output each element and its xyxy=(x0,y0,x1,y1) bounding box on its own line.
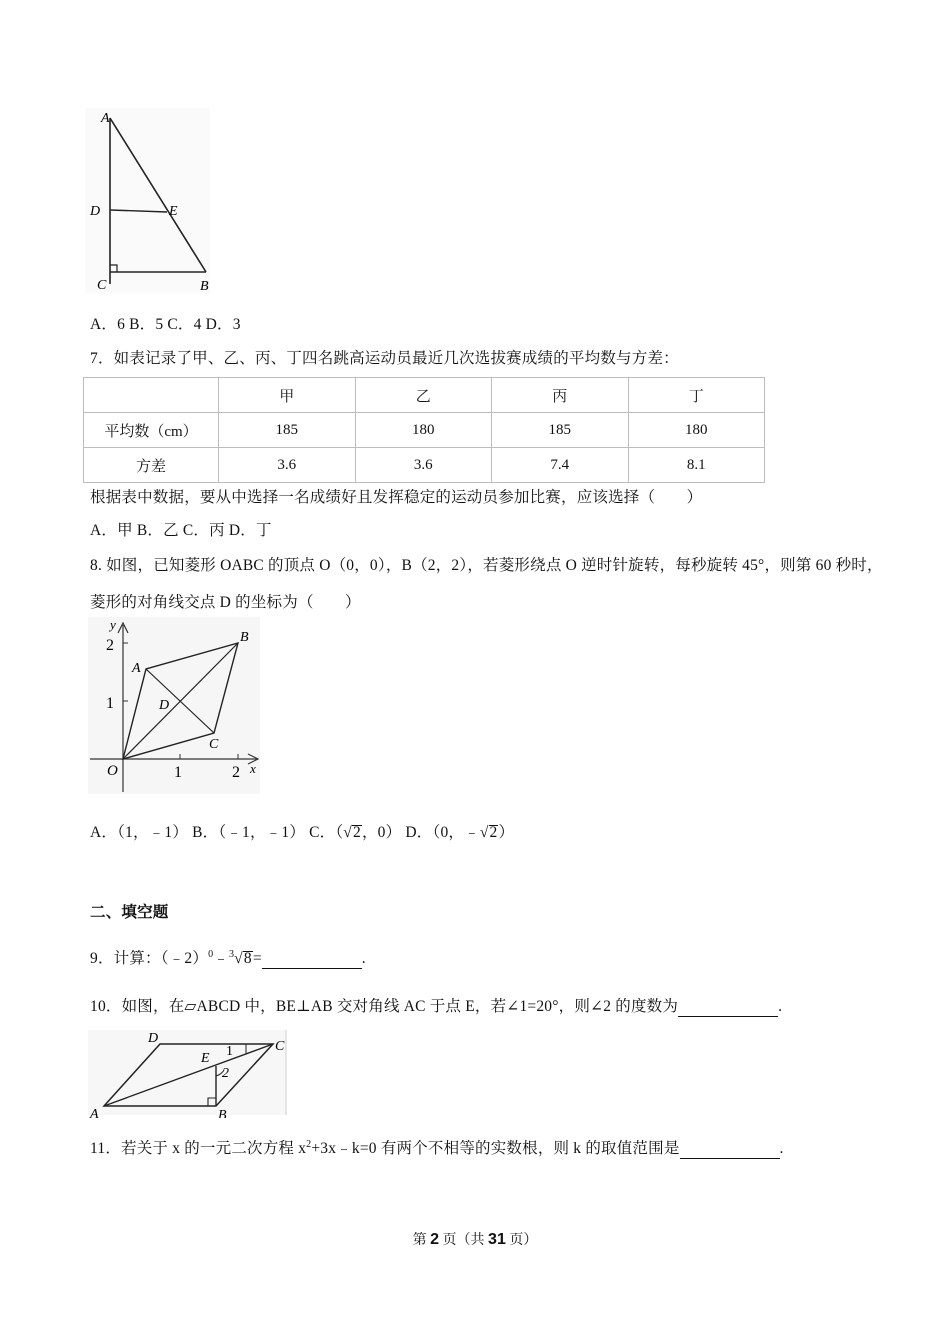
q6-options: A．6 B．5 C．4 D．3 xyxy=(90,316,241,333)
axis-x-label: x xyxy=(250,761,256,776)
q9-root-index: 3 xyxy=(228,948,235,960)
label-b: B xyxy=(200,279,209,294)
q9-line xyxy=(90,946,366,969)
table-cell: 185 xyxy=(219,413,356,448)
q8-option-a: A．（1，﹣1） xyxy=(90,824,189,841)
q9-end: . xyxy=(361,950,366,967)
q10-end: . xyxy=(778,998,783,1015)
table-cell: 7.4 xyxy=(492,448,629,483)
q10-parallelogram-figure xyxy=(88,1030,293,1118)
label-b: B xyxy=(240,630,249,645)
q8-option-d xyxy=(405,824,514,841)
label-e: E xyxy=(169,204,178,219)
label-angle-2: 2 xyxy=(222,1066,229,1081)
table-cell: 丙 xyxy=(492,378,629,413)
x-tick-label: 1 xyxy=(174,764,182,781)
table-cell: 8.1 xyxy=(628,448,765,483)
table-cell: 3.6 xyxy=(219,448,356,483)
section-title: 二、填空题 xyxy=(90,904,169,921)
q8-stem-line2: 菱形的对角线交点 D 的坐标为（ ） xyxy=(90,594,361,611)
label-a: A xyxy=(90,1107,99,1118)
label-c: C xyxy=(275,1039,285,1054)
q11-answer-blank[interactable] xyxy=(680,1140,780,1159)
q10-answer-blank[interactable] xyxy=(678,998,778,1017)
q7-score-table xyxy=(83,377,765,483)
label-d: D xyxy=(148,1031,159,1046)
table-cell: 185 xyxy=(492,413,629,448)
q10-line xyxy=(90,994,782,1017)
q9-radicand: 8 xyxy=(243,950,252,967)
q8-option-b: B．（﹣1，﹣1） xyxy=(192,824,306,841)
sqrt-sign-icon: √ xyxy=(234,950,243,967)
y-tick-label: 1 xyxy=(106,695,114,712)
q8-option-c xyxy=(309,824,401,841)
footer-page-number: 2 xyxy=(430,1231,440,1248)
q7-question: 根据表中数据，要从中选择一名成绩好且发挥稳定的运动员参加比赛，应该选择（ ） xyxy=(90,489,703,506)
label-d: D xyxy=(90,204,101,219)
axis-y-label: y xyxy=(110,617,116,632)
label-b: B xyxy=(218,1108,227,1118)
q6-triangle-figure xyxy=(85,108,215,296)
table-header-row xyxy=(84,378,765,413)
q8-options xyxy=(90,820,514,842)
q11-exponent: 2 xyxy=(306,1138,312,1150)
label-d: D xyxy=(159,698,170,713)
table-row xyxy=(84,448,765,483)
table-cell: 乙 xyxy=(355,378,492,413)
table-cell: 180 xyxy=(628,413,765,448)
footer-pre: 第 xyxy=(412,1233,431,1248)
table-cell: 平均数（cm） xyxy=(84,413,219,448)
table-cell: 180 xyxy=(355,413,492,448)
q8-option-c-pre: C．（ xyxy=(309,824,344,841)
q7-options: A．甲 B．乙 C．丙 D．丁 xyxy=(90,522,272,539)
table-row xyxy=(84,413,765,448)
page-footer xyxy=(0,1229,950,1249)
q9-exponent: 0 xyxy=(208,948,214,960)
table-cell: 3.6 xyxy=(355,448,492,483)
sqrt-sign-icon: √ xyxy=(343,824,353,841)
q9-equals: = xyxy=(252,950,262,967)
q8-option-d-radicand: 2 xyxy=(489,824,498,841)
label-angle-1: 1 xyxy=(226,1044,233,1059)
label-a: A xyxy=(101,111,110,126)
q7-stem: 7．如表记录了甲、乙、丙、丁四名跳高运动员最近几次选拔赛成绩的平均数与方差： xyxy=(90,350,679,367)
q9-minus: ﹣ xyxy=(213,950,229,967)
footer-total-pages: 31 xyxy=(488,1231,506,1248)
q11-pre: 11．若关于 x 的一元二次方程 x xyxy=(90,1140,307,1157)
sqrt-sign-icon: √ xyxy=(479,824,489,841)
label-e: E xyxy=(201,1051,210,1066)
y-tick-label: 2 xyxy=(106,637,114,654)
q8-rhombus-figure xyxy=(88,617,266,797)
footer-post: 页） xyxy=(505,1233,538,1248)
label-o: O xyxy=(107,763,118,779)
footer-mid: 页（共 xyxy=(439,1233,489,1248)
q10-stem: 10．如图，在▱ABCD 中，BE⊥AB 交对角线 AC 于点 E，若∠1=20°，则∠2 的度数为 xyxy=(90,998,679,1015)
table-cell: 甲 xyxy=(219,378,356,413)
q8-option-c-radicand: 2 xyxy=(353,824,361,841)
q8-option-c-post: ，0） xyxy=(361,824,402,841)
q11-post: +3x﹣k=0 有两个不相等的实数根，则 k 的取值范围是 xyxy=(311,1140,680,1157)
label-c: C xyxy=(97,278,107,293)
q11-line xyxy=(90,1136,784,1159)
table-cell: 方差 xyxy=(84,448,219,483)
q8-option-d-post: ） xyxy=(498,824,515,841)
q8-stem-line1: 8. 如图，已知菱形 OABC 的顶点 O（0，0），B（2，2），若菱形绕点 O 逆时针旋转，每秒旋转 45°，则第 60 秒时， xyxy=(90,557,883,574)
x-tick-label: 2 xyxy=(232,764,240,781)
label-a: A xyxy=(132,661,141,676)
table-cell xyxy=(84,378,219,413)
table-cell: 丁 xyxy=(628,378,765,413)
label-c: C xyxy=(209,737,219,752)
q9-pre: 9．计算：（﹣2） xyxy=(90,950,209,967)
q8-option-d-pre: D．（0，﹣ xyxy=(405,824,480,841)
q11-end: . xyxy=(779,1140,784,1157)
q9-answer-blank[interactable] xyxy=(262,950,362,969)
